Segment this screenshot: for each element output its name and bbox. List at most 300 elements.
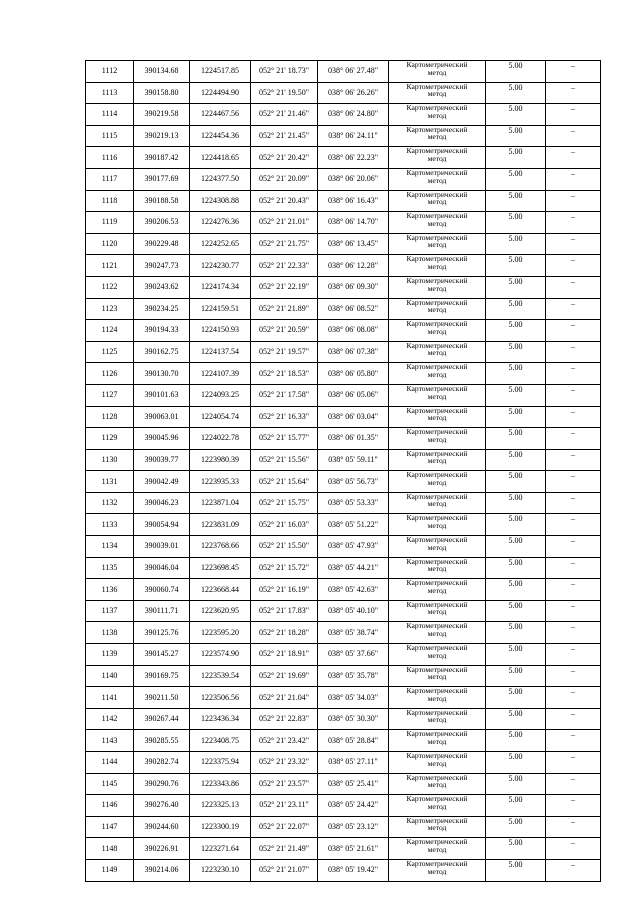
method-line: метод: [427, 564, 447, 574]
method-line: Картометрический: [406, 427, 468, 437]
point-number-cell: 1149: [86, 859, 134, 881]
method-line: Картометрический: [406, 578, 468, 588]
note-cell: –: [546, 536, 601, 558]
latitude-cell: 052° 21' 19.50": [251, 82, 318, 104]
point-number-cell: 1142: [86, 708, 134, 730]
y-coordinate-cell: 1224252.65: [190, 233, 251, 255]
method-cell: [389, 514, 486, 536]
method-cell: [389, 708, 486, 730]
x-coordinate-cell: 390194.33: [134, 320, 190, 342]
x-coordinate-cell: 390285.55: [134, 730, 190, 752]
method-line: метод: [427, 89, 447, 99]
latitude-cell: 052° 21' 18.73": [251, 61, 318, 83]
longitude-cell: 038° 06' 03.04": [318, 406, 389, 428]
latitude-cell: 052° 21' 21.89": [251, 298, 318, 320]
method-line: Картометрический: [406, 60, 468, 69]
table-row: [86, 363, 601, 385]
x-coordinate-cell: 390158.80: [134, 82, 190, 104]
latitude-cell: 052° 21' 15.64": [251, 471, 318, 493]
table-row: [86, 773, 601, 795]
point-number-cell: 1148: [86, 838, 134, 860]
y-coordinate-cell: 1224137.54: [190, 341, 251, 363]
accuracy-cell: 5.00: [486, 449, 546, 471]
method-cell: [389, 449, 486, 471]
accuracy-cell: 5.00: [486, 168, 546, 190]
method-line: Картометрический: [406, 190, 468, 199]
longitude-cell: 038° 06' 22.23": [318, 147, 389, 169]
table-row: [86, 276, 601, 298]
y-coordinate-cell: 1223980.39: [190, 449, 251, 471]
note-cell: –: [546, 644, 601, 666]
point-number-cell: 1115: [86, 125, 134, 147]
method-line: метод: [427, 672, 447, 682]
method-cell: [389, 859, 486, 881]
method-cell: [389, 536, 486, 558]
table-row: [86, 665, 601, 687]
x-coordinate-cell: 390219.58: [134, 104, 190, 126]
longitude-cell: 038° 05' 59.11": [318, 449, 389, 471]
accuracy-cell: 5.00: [486, 298, 546, 320]
accuracy-cell: 5.00: [486, 190, 546, 212]
y-coordinate-cell: 1223408.75: [190, 730, 251, 752]
longitude-cell: 038° 06' 24.11": [318, 125, 389, 147]
x-coordinate-cell: 390229.48: [134, 233, 190, 255]
latitude-cell: 052° 21' 21.46": [251, 104, 318, 126]
note-cell: –: [546, 449, 601, 471]
note-cell: –: [546, 708, 601, 730]
note-cell: –: [546, 687, 601, 709]
y-coordinate-cell: 1223698.45: [190, 557, 251, 579]
accuracy-cell: 5.00: [486, 795, 546, 817]
method-line: Картометрический: [406, 103, 468, 113]
longitude-cell: 038° 05' 51.22": [318, 514, 389, 536]
longitude-cell: 038° 05' 47.93": [318, 536, 389, 558]
latitude-cell: 052° 21' 16.33": [251, 406, 318, 428]
point-number-cell: 1122: [86, 276, 134, 298]
table-row: [86, 190, 601, 212]
method-line: Картометрический: [406, 319, 468, 329]
latitude-cell: 052° 21' 16.19": [251, 579, 318, 601]
point-number-cell: 1112: [86, 61, 134, 83]
longitude-cell: 038° 06' 16.43": [318, 190, 389, 212]
point-number-cell: 1133: [86, 514, 134, 536]
x-coordinate-cell: 390188.58: [134, 190, 190, 212]
table-row: [86, 644, 601, 666]
point-number-cell: 1127: [86, 384, 134, 406]
method-cell: [389, 795, 486, 817]
y-coordinate-cell: 1223436.34: [190, 708, 251, 730]
note-cell: –: [546, 61, 601, 83]
table-row: [86, 687, 601, 709]
longitude-cell: 038° 06' 20.06": [318, 168, 389, 190]
point-number-cell: 1131: [86, 471, 134, 493]
note-cell: –: [546, 600, 601, 622]
accuracy-cell: 5.00: [486, 384, 546, 406]
method-line: Картометрический: [406, 362, 468, 372]
note-cell: –: [546, 363, 601, 385]
method-line: Картометрический: [406, 751, 468, 760]
method-line: Картометрический: [406, 125, 468, 134]
method-line: Картометрический: [406, 254, 468, 264]
y-coordinate-cell: 1224054.74: [190, 406, 251, 428]
y-coordinate-cell: 1223595.20: [190, 622, 251, 644]
y-coordinate-cell: 1224418.65: [190, 147, 251, 169]
point-number-cell: 1138: [86, 622, 134, 644]
method-cell: [389, 341, 486, 363]
latitude-cell: 052° 21' 16.03": [251, 514, 318, 536]
longitude-cell: 038° 06' 01.35": [318, 428, 389, 450]
latitude-cell: 052° 21' 19.69": [251, 665, 318, 687]
longitude-cell: 038° 05' 44.21": [318, 557, 389, 579]
accuracy-cell: 5.00: [486, 61, 546, 83]
note-cell: –: [546, 579, 601, 601]
point-number-cell: 1136: [86, 579, 134, 601]
method-cell: [389, 233, 486, 255]
method-line: Картометрический: [406, 859, 468, 868]
note-cell: –: [546, 557, 601, 579]
method-line: Картометрический: [406, 643, 468, 653]
point-number-cell: 1116: [86, 147, 134, 169]
table-row: [86, 255, 601, 277]
method-cell: [389, 838, 486, 860]
accuracy-cell: 5.00: [486, 838, 546, 860]
note-cell: –: [546, 125, 601, 147]
method-cell: [389, 104, 486, 126]
longitude-cell: 038° 06' 08.52": [318, 298, 389, 320]
note-cell: –: [546, 471, 601, 493]
point-number-cell: 1118: [86, 190, 134, 212]
x-coordinate-cell: 390045.96: [134, 428, 190, 450]
y-coordinate-cell: 1223935.33: [190, 471, 251, 493]
latitude-cell: 052° 21' 21.01": [251, 212, 318, 234]
latitude-cell: 052° 21' 23.32": [251, 752, 318, 774]
method-cell: [389, 687, 486, 709]
y-coordinate-cell: 1223300.19: [190, 816, 251, 838]
method-line: Картометрический: [406, 168, 468, 177]
method-cell: [389, 168, 486, 190]
x-coordinate-cell: 390290.76: [134, 773, 190, 795]
latitude-cell: 052° 21' 18.91": [251, 644, 318, 666]
note-cell: –: [546, 255, 601, 277]
y-coordinate-cell: 1224159.51: [190, 298, 251, 320]
note-cell: –: [546, 212, 601, 234]
method-line: Картометрический: [406, 837, 468, 847]
method-line: метод: [427, 780, 447, 790]
y-coordinate-cell: 1223574.90: [190, 644, 251, 666]
x-coordinate-cell: 390134.68: [134, 61, 190, 83]
note-cell: –: [546, 514, 601, 536]
accuracy-cell: 5.00: [486, 255, 546, 277]
method-line: Картометрический: [406, 729, 468, 739]
y-coordinate-cell: 1223871.04: [190, 492, 251, 514]
longitude-cell: 038° 05' 27.11": [318, 752, 389, 774]
note-cell: –: [546, 665, 601, 687]
y-coordinate-cell: 1224150.93: [190, 320, 251, 342]
accuracy-cell: 5.00: [486, 233, 546, 255]
method-cell: [389, 61, 486, 83]
method-line: Картометрический: [406, 816, 468, 825]
x-coordinate-cell: 390282.74: [134, 752, 190, 774]
note-cell: –: [546, 816, 601, 838]
note-cell: –: [546, 752, 601, 774]
method-cell: [389, 147, 486, 169]
method-line: метод: [427, 607, 447, 617]
table-row: [86, 579, 601, 601]
x-coordinate-cell: 390243.62: [134, 276, 190, 298]
longitude-cell: 038° 06' 08.08": [318, 320, 389, 342]
y-coordinate-cell: 1224230.77: [190, 255, 251, 277]
y-coordinate-cell: 1224276.36: [190, 212, 251, 234]
accuracy-cell: 5.00: [486, 644, 546, 666]
method-line: Картометрический: [406, 686, 468, 696]
accuracy-cell: 5.00: [486, 600, 546, 622]
table-row: [86, 600, 601, 622]
note-cell: –: [546, 406, 601, 428]
method-line: метод: [427, 413, 447, 423]
method-line: метод: [427, 521, 447, 531]
method-line: метод: [427, 67, 447, 77]
table-body: [86, 61, 601, 882]
latitude-cell: 052° 21' 22.83": [251, 708, 318, 730]
table-row: [86, 536, 601, 558]
note-cell: –: [546, 492, 601, 514]
method-cell: [389, 125, 486, 147]
method-cell: [389, 82, 486, 104]
accuracy-cell: 5.00: [486, 579, 546, 601]
method-cell: [389, 320, 486, 342]
method-line: Картометрический: [406, 492, 468, 501]
method-line: метод: [427, 283, 447, 293]
point-number-cell: 1135: [86, 557, 134, 579]
method-line: Картометрический: [406, 708, 468, 717]
coordinates-table: [85, 60, 601, 882]
method-cell: [389, 773, 486, 795]
method-cell: [389, 384, 486, 406]
method-line: метод: [427, 823, 447, 833]
method-cell: [389, 190, 486, 212]
table-row: [86, 795, 601, 817]
point-number-cell: 1143: [86, 730, 134, 752]
y-coordinate-cell: 1223620.95: [190, 600, 251, 622]
x-coordinate-cell: 390169.75: [134, 665, 190, 687]
latitude-cell: 052° 21' 15.72": [251, 557, 318, 579]
method-cell: [389, 406, 486, 428]
table-row: [86, 816, 601, 838]
latitude-cell: 052° 21' 22.07": [251, 816, 318, 838]
method-line: метод: [427, 629, 447, 639]
method-line: метод: [427, 391, 447, 401]
x-coordinate-cell: 390046.04: [134, 557, 190, 579]
accuracy-cell: 5.00: [486, 730, 546, 752]
method-line: Картометрический: [406, 600, 468, 609]
point-number-cell: 1147: [86, 816, 134, 838]
note-cell: –: [546, 859, 601, 881]
method-line: метод: [427, 585, 447, 595]
x-coordinate-cell: 390039.77: [134, 449, 190, 471]
point-number-cell: 1120: [86, 233, 134, 255]
table-row: [86, 320, 601, 342]
point-number-cell: 1130: [86, 449, 134, 471]
note-cell: –: [546, 104, 601, 126]
x-coordinate-cell: 390130.70: [134, 363, 190, 385]
y-coordinate-cell: 1223506.56: [190, 687, 251, 709]
accuracy-cell: 5.00: [486, 406, 546, 428]
method-cell: [389, 276, 486, 298]
x-coordinate-cell: 390177.69: [134, 168, 190, 190]
method-line: метод: [427, 715, 447, 725]
longitude-cell: 038° 06' 12.28": [318, 255, 389, 277]
point-number-cell: 1146: [86, 795, 134, 817]
method-line: метод: [427, 348, 447, 358]
method-cell: [389, 492, 486, 514]
method-line: Картометрический: [406, 557, 468, 566]
x-coordinate-cell: 390063.01: [134, 406, 190, 428]
method-line: Картометрический: [406, 665, 468, 674]
latitude-cell: 052° 21' 15.56": [251, 449, 318, 471]
point-number-cell: 1114: [86, 104, 134, 126]
method-line: Картометрический: [406, 298, 468, 307]
longitude-cell: 038° 05' 56.73": [318, 471, 389, 493]
table-row: [86, 557, 601, 579]
longitude-cell: 038° 05' 40.10": [318, 600, 389, 622]
longitude-cell: 038° 05' 23.12": [318, 816, 389, 838]
x-coordinate-cell: 390247.73: [134, 255, 190, 277]
x-coordinate-cell: 390244.60: [134, 816, 190, 838]
method-line: метод: [427, 499, 447, 509]
latitude-cell: 052° 21' 22.33": [251, 255, 318, 277]
y-coordinate-cell: 1224022.78: [190, 428, 251, 450]
point-number-cell: 1117: [86, 168, 134, 190]
table-row: [86, 384, 601, 406]
accuracy-cell: 5.00: [486, 320, 546, 342]
y-coordinate-cell: 1223325.13: [190, 795, 251, 817]
point-number-cell: 1121: [86, 255, 134, 277]
method-cell: [389, 665, 486, 687]
note-cell: –: [546, 233, 601, 255]
accuracy-cell: 5.00: [486, 125, 546, 147]
y-coordinate-cell: 1224093.25: [190, 384, 251, 406]
method-line: Картометрический: [406, 211, 468, 221]
note-cell: –: [546, 795, 601, 817]
y-coordinate-cell: 1224467.56: [190, 104, 251, 126]
longitude-cell: 038° 06' 05.80": [318, 363, 389, 385]
x-coordinate-cell: 390234.25: [134, 298, 190, 320]
method-line: метод: [427, 175, 447, 185]
accuracy-cell: 5.00: [486, 665, 546, 687]
method-cell: [389, 730, 486, 752]
latitude-cell: 052° 21' 18.28": [251, 622, 318, 644]
point-number-cell: 1141: [86, 687, 134, 709]
point-number-cell: 1144: [86, 752, 134, 774]
longitude-cell: 038° 05' 28.84": [318, 730, 389, 752]
method-line: Картометрический: [406, 513, 468, 523]
longitude-cell: 038° 05' 38.74": [318, 622, 389, 644]
longitude-cell: 038° 05' 42.63": [318, 579, 389, 601]
method-line: метод: [427, 434, 447, 444]
accuracy-cell: 5.00: [486, 859, 546, 881]
accuracy-cell: 5.00: [486, 752, 546, 774]
table-row: [86, 125, 601, 147]
method-cell: [389, 579, 486, 601]
method-line: метод: [427, 737, 447, 746]
longitude-cell: 038° 06' 27.48": [318, 61, 389, 83]
x-coordinate-cell: 390226.91: [134, 838, 190, 860]
method-cell: [389, 212, 486, 234]
x-coordinate-cell: 390267.44: [134, 708, 190, 730]
point-number-cell: 1140: [86, 665, 134, 687]
longitude-cell: 038° 06' 07.38": [318, 341, 389, 363]
note-cell: –: [546, 773, 601, 795]
method-line: Картометрический: [406, 470, 468, 480]
method-line: метод: [427, 153, 447, 163]
y-coordinate-cell: 1223271.64: [190, 838, 251, 860]
point-number-cell: 1119: [86, 212, 134, 234]
x-coordinate-cell: 390125.76: [134, 622, 190, 644]
table-row: [86, 838, 601, 860]
method-cell: [389, 644, 486, 666]
table-row: [86, 212, 601, 234]
method-cell: [389, 600, 486, 622]
method-cell: [389, 255, 486, 277]
x-coordinate-cell: 390206.53: [134, 212, 190, 234]
point-number-cell: 1113: [86, 82, 134, 104]
y-coordinate-cell: 1223831.09: [190, 514, 251, 536]
x-coordinate-cell: 390054.94: [134, 514, 190, 536]
method-cell: [389, 557, 486, 579]
x-coordinate-cell: 390219.13: [134, 125, 190, 147]
table-row: [86, 147, 601, 169]
note-cell: –: [546, 276, 601, 298]
method-line: метод: [427, 693, 447, 703]
table-row: [86, 449, 601, 471]
note-cell: –: [546, 384, 601, 406]
longitude-cell: 038° 05' 37.66": [318, 644, 389, 666]
method-line: метод: [427, 650, 447, 660]
accuracy-cell: 5.00: [486, 428, 546, 450]
method-line: Картометрический: [406, 233, 468, 242]
method-line: метод: [427, 326, 447, 336]
note-cell: –: [546, 341, 601, 363]
point-number-cell: 1125: [86, 341, 134, 363]
longitude-cell: 038° 06' 09.30": [318, 276, 389, 298]
x-coordinate-cell: 390276.40: [134, 795, 190, 817]
accuracy-cell: 5.00: [486, 557, 546, 579]
method-line: метод: [427, 866, 447, 876]
accuracy-cell: 5.00: [486, 471, 546, 493]
x-coordinate-cell: 390039.01: [134, 536, 190, 558]
method-line: метод: [427, 261, 447, 271]
x-coordinate-cell: 390145.27: [134, 644, 190, 666]
note-cell: –: [546, 190, 601, 212]
accuracy-cell: 5.00: [486, 147, 546, 169]
table-row: [86, 82, 601, 104]
y-coordinate-cell: 1224107.39: [190, 363, 251, 385]
accuracy-cell: 5.00: [486, 622, 546, 644]
y-coordinate-cell: 1223539.54: [190, 665, 251, 687]
table-row: [86, 471, 601, 493]
accuracy-cell: 5.00: [486, 363, 546, 385]
method-line: Картометрический: [406, 276, 468, 285]
note-cell: –: [546, 622, 601, 644]
method-line: метод: [427, 240, 447, 250]
method-cell: [389, 816, 486, 838]
latitude-cell: 052° 21' 21.07": [251, 859, 318, 881]
method-line: метод: [427, 132, 447, 142]
method-line: метод: [427, 369, 447, 379]
longitude-cell: 038° 05' 21.61": [318, 838, 389, 860]
latitude-cell: 052° 21' 21.04": [251, 687, 318, 709]
longitude-cell: 038° 06' 13.45": [318, 233, 389, 255]
